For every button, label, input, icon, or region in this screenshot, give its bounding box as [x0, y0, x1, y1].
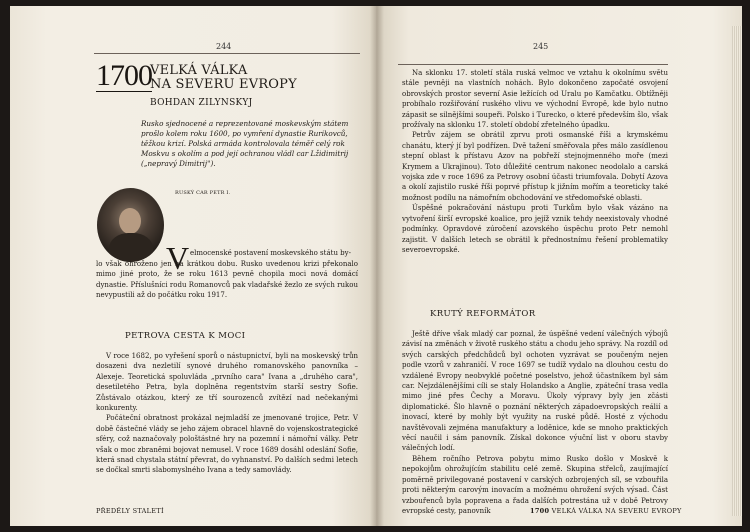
drop-cap: V — [166, 240, 190, 276]
chapter-title-line2: NA SEVERU EVROPY — [150, 77, 297, 92]
section-heading-right: KRUTÝ REFORMÁTOR — [430, 309, 536, 319]
intro-first-line: elmocenské postavení moskevského státu by- — [190, 249, 351, 257]
footer-year: 1700 — [530, 507, 550, 515]
header-rule — [398, 64, 668, 65]
chapter-year: 1700 — [96, 59, 152, 92]
footer-left: PŘEDĚLY STALETÍ — [96, 507, 164, 515]
header-rule — [94, 53, 360, 54]
footer-right — [530, 507, 682, 515]
paragraph: Na sklonku 17. století stála ruská velmoc ve vztahu k okolnímu světu stále pevněji na vlastních nohách. Bylo dokončeno započaté osvojení obrovských prostor severní Asie ležících od Uralu po Kamčatku. Obtížněji probíhalo rozšiřování ruského vlivu ve východní Evropě, kde bylo nutno zápasit se silnějšími soupeři. Polsko i Turecko, o které především šlo, však prožívaly na sklonku 17. století období zřetelného úpadku. — [402, 69, 668, 130]
page-edges — [732, 26, 742, 516]
chapter-title-line1: VELKÁ VÁLKA — [150, 63, 248, 78]
book-gutter — [370, 6, 384, 526]
portrait-caption: RUSKÝ CAR PETR I. — [175, 190, 231, 196]
author: BOHDAN ZILYNSKYJ — [150, 98, 253, 108]
page-number-right: 245 — [533, 42, 549, 51]
body-text-right-2 — [402, 329, 668, 516]
chapter-title — [150, 64, 297, 92]
body-text-left — [96, 351, 358, 476]
body-text-right — [402, 68, 668, 255]
paragraph: Petrův zájem se obrátil zprvu proti osmanské říši a krymskému chanátu, který jí byl podřízen. Dvě tažení směřovala přes málo zasídlenou stepní oblast k přístavu Azov na pobřeží stejnojmenného moře (mezi Krymem a Ukrajinou). Toto důležité centrum nakonec neodolalo a carská vojska zde v roce 1696 za Petrovy osobní účasti triumfovala. Dobytí Azova a okolí zajistilo ruské říši poprvé přístup k jižním mořím a teoreticky také možnost podílu na námořním obchodování ve středomořské oblasti. — [402, 131, 668, 202]
section-heading-left: PETROVA CESTA K MOCI — [125, 331, 246, 341]
right-page — [376, 6, 742, 526]
lead-paragraph: Rusko sjednocené a reprezentované moskevským státem prošlo kolem roku 1600, po vymření dynastie Rurikovců, těžkou krizí. Polská armáda kontrolovala téměř celý rok Moskvu s okolím a pod její ochranou vládl car Lžidimitrij („nepravý Dimitrij"). — [141, 119, 349, 168]
page-number-left: 244 — [216, 42, 232, 51]
paragraph: Ještě dříve však mladý car poznal, že úspěšné vedení válečných výbojů závisí na změnách v životě ruského státu a chodu jeho správy. Na rozdíl od svých carských předchůdců byl ochoten vyzrávat se poučeným nejen podle vzorů v zahraničí. V roce 1697 se tudíž vydalo na dlouhou cestu do vzdálené Evropy neobvyklé početné poselstvo, jehož účastníkem byl sám car. Nejzdálenějšími cíli se staly Holandsko a Anglie, zpáteční trasa vedla mimo jiné přes Čechy a Moravu. Úkoly výpravy byly jen zčásti diplomatické. Šlo hlavně o poznání některých západoevropských reálií a inovací, které by mohly být využity na ruské půdě. Hosté z východu navštěvovali zejména manufaktury a loděnice, kde se mnoho praktických věcí naučil i sám panovník. Získal dokonce výuční list v oboru stavby válečných lodí. — [402, 330, 668, 453]
portrait-body — [109, 233, 153, 262]
intro-text: lo však ohroženo jen na krátkou dobu. Rusko uvedenou krizi překonalo mimo jiné proto, že se roku 1613 pevně chopila moci nová domácí dynastie. Příslušníci rodu Romanovců pak vladařské žezlo ze svých rukou nevypustili až do počátku roku 1917. — [96, 260, 358, 300]
paragraph: Úspěšné pokračování nástupu proti Turkům bylo však vázáno na vytvoření širší evropské koalice, pro jejíž vznik tehdy neexistovaly vhodné podmínky. Opravdové zúročení azovského úspěchu proto Petr nemohl zajistit. V dalších letech se obrátil k přednostnímu řešení problematiky severoevropské. — [402, 204, 668, 254]
book-spread — [10, 6, 742, 526]
footer-title: VELKÁ VÁLKA NA SEVERU EVROPY — [551, 507, 682, 515]
left-page — [10, 6, 376, 526]
paragraph: Počáteční obratnost prokázal nejmladší ze jmenované trojice, Petr. V době částečné vlády se jeho zájem obracel hlavně do vojenskostrategické sféry, což naznačovaly pološtástné hry na pozemní i námořní války. Petr však o moc zbraněmi bojovat nemusel. V roce 1689 dosáhl odeslání Sofie, která snad chystala státní převrat, do vyhnanství. Po dalších sedmi letech se dočkal smrti slabomyslného Ivana a tedy samovlády. — [96, 414, 358, 475]
paragraph: V roce 1682, po vyřešení sporů o nástupnictví, byli na moskevský trůn dosazeni dva nezletilí synové druhého romanovského panovníka – Alexeje. Teoretická spoluvláda „prvního cara" Ivana a „druhého cara", desetiletého Petra, byla doplněna regentstvím starší sestry Sofie. Zůstávalo otázkou, který ze tří sourozenců zvítězí nad nečekanými konkurenty. — [96, 352, 358, 413]
portrait-face — [119, 208, 141, 234]
portrait-image — [97, 188, 164, 262]
paragraph: Během ročního Petrova pobytu mimo Rusko došlo v Moskvě k nepokojům ohrožujícím stabilitu celé země. Skupina střelců, zaujímající poměrně privilegované postavení v carských ozbrojených síl, se vzbouřila proti některým carovým inovacím a možnému ohrožení svých výsad. Část vzbouřenců byla popravena a řada dalších potrestána už v době Petrovy evropské cesty, panovník — [402, 454, 668, 515]
